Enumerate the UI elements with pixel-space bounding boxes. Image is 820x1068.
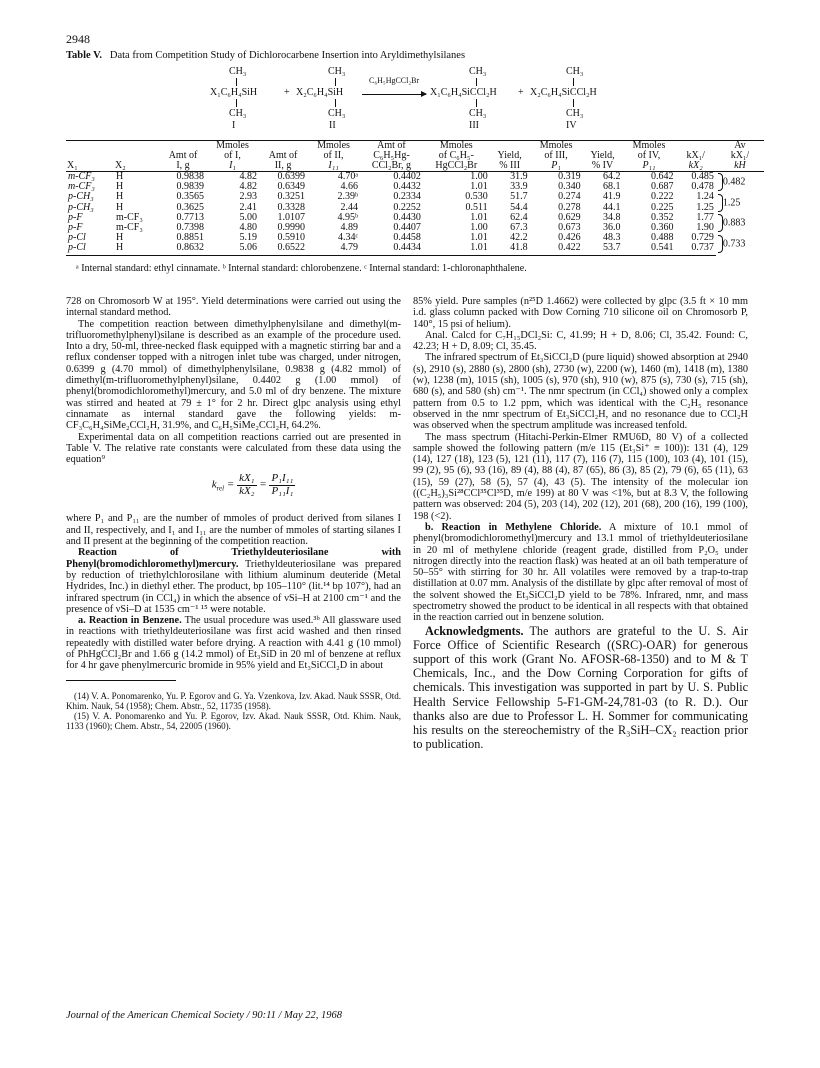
table-cell: 0.319	[558, 171, 581, 182]
table-footnote: ᵃ Internal standard: ethyl cinnamate. ᵇ Internal standard: chlorobenzene. ᶜ Internal standard: 1-chloronaphthalene.	[76, 263, 527, 274]
table-cell: 0.4407	[393, 222, 421, 234]
average-value: 0.883	[722, 217, 746, 229]
table-cell: m-CF₃	[116, 222, 143, 234]
table-cell: 0.2252	[393, 201, 421, 213]
table-cell: 0.530	[465, 191, 488, 203]
table-cell: 0.2334	[393, 191, 421, 203]
acknowledgments	[413, 624, 748, 752]
eq-equals-2: =	[259, 478, 267, 491]
table-cell: 0.7713	[176, 211, 204, 223]
hdr-2-2: Amt of	[168, 150, 198, 161]
average-value: 1.25	[722, 196, 741, 208]
table-cell: 1.25	[696, 201, 714, 213]
table-cell: 48.3	[602, 232, 621, 244]
left-column	[66, 296, 401, 731]
left-p3: Experimental data on all competition reactions carried out are presented in Table V. The relative rate constants were calculated from these data using the equation⁹	[66, 431, 401, 466]
table-row	[66, 243, 764, 255]
table-cell: 0.340	[558, 181, 581, 193]
table-cell: 0.541	[622, 243, 675, 255]
table-cell: H	[114, 243, 160, 255]
header-row-2	[66, 151, 764, 161]
table-cell: 0.278	[558, 201, 581, 213]
table-cell: 2.41	[239, 201, 258, 213]
references	[66, 691, 401, 731]
table-cell: p-Cl	[68, 232, 86, 244]
table-cell: 4.80	[239, 222, 258, 234]
hdr-3-12: kX₂	[676, 161, 716, 172]
table-cell: H	[116, 171, 124, 182]
hdr-1-11: Mmoles	[622, 141, 675, 152]
methyl-bottom-1: CH₃	[229, 108, 247, 119]
hdr-3-5: I₁₁	[307, 161, 360, 172]
reaction-scheme	[66, 62, 766, 140]
table-cell: 4.66	[340, 181, 359, 193]
left-p1: 728 on Chromosorb W at 195°. Yield determinations were carried out using the internal standard method.	[66, 296, 401, 319]
eq-den-2: P₁₁I₁	[271, 484, 294, 497]
left-p5-text: Triethyldeuteriosilane was prepared by reduction of triethylchlorosilane with lithium aluminum deuteride (Metal Hydrides, Inc.) in diethyl ether. The product, bp 105–110° (lit.¹⁴ bp 107°), had an infrared spectrum (in CCl₄) in which the absence of νSi–H at 2100 cm⁻¹ and the presence of νSi–D at 1535 cm⁻¹ ¹⁵ were notable.	[66, 558, 401, 615]
table-cell: H	[116, 232, 124, 244]
table-cell: p-CH₃	[68, 191, 94, 203]
eq-den-1: kX₂	[239, 484, 255, 497]
label-IV: IV	[566, 120, 577, 131]
average-value: 0.482	[722, 176, 746, 188]
hdr-2-9: of III,	[544, 150, 568, 161]
hdr-2-7: of C₆H₅-	[438, 150, 474, 161]
table-cell: 1.01	[470, 211, 488, 223]
table-cell: 44.1	[602, 201, 621, 213]
hdr-3-10: % IV	[583, 161, 623, 172]
table-cell: 68.1	[602, 181, 621, 193]
table-cell: 1.00	[470, 222, 488, 234]
table-cell: 0.8632	[160, 243, 206, 255]
table-cell: 34.8	[602, 211, 621, 223]
table-cell: 0.729	[691, 232, 714, 244]
table-cell: 4.89	[340, 222, 359, 234]
hdr-3-8: % III	[490, 161, 530, 172]
hdr-3-0: X₁	[66, 161, 114, 172]
reactant-1: X₁C₆H₄SiH	[210, 87, 258, 98]
plus-sign-1: +	[284, 87, 290, 98]
table-cell: 1.77	[696, 211, 714, 223]
table-cell: 51.7	[510, 191, 528, 203]
table-cell: 0.3565	[176, 191, 204, 203]
table-cell: 1.00	[470, 171, 488, 182]
table-cell: 0.360	[651, 222, 674, 234]
table-cell: p-F	[68, 222, 83, 234]
table-cell: m-CF₃	[68, 181, 95, 193]
hdr-1-5: Mmoles	[307, 141, 360, 152]
methyl-bottom-4: CH₃	[566, 108, 584, 119]
table-cell: 4.95ᵇ	[337, 211, 359, 223]
hdr-2-12: kX₁/	[686, 150, 705, 161]
right-p4: The mass spectrum (Hitachi-Perkin-Elmer RMU6D, 80 V) of a collected sample showed the following pattern (m/e 115 (Et₃Si⁺ ≡ 100)): 131 (4), 129 (14), 127 (18), 123 (5), 121 (11), 117 (7), 116 (7), 115 (100), 103 (4), 101 (15), 99 (2), 95 (6), 93 (16), 89 (4), 88 (4), 87 (65), 86 (3), 85 (2), 79 (6), 65 (11), 63 (15), 59 (27), 58 (5), 57 (4), 43 (5). The intensity of the molecular ion ((C₂H₅)₃Si²⁸CCl³⁵Cl³⁵D, m/e 199) at 80 V was <1%, but at 8.3 V, the following pattern was observed: 204 (5), 203 (14), 202 (12), 201 (68), 200 (16), 199 (100), 198 (<2).	[413, 431, 748, 522]
average-cell	[716, 213, 764, 233]
ref-14: (14) V. A. Ponomarenko, Yu. P. Egorov and G. Ya. Vzenkova, Izv. Akad. Nauk SSSR, Otd. Khim. Nauk, 54 (1958); Chem. Abstr., 52, 11735 (1958).	[66, 690, 401, 711]
table-cell: 1.01	[470, 181, 488, 193]
hdr-1-6: Amt of	[360, 141, 423, 152]
header-row-3	[66, 161, 764, 172]
table-cell: 1.90	[696, 222, 714, 234]
methyl-bottom-2: CH₃	[328, 108, 346, 119]
table-cell: 2.44	[340, 201, 359, 213]
table-cell: H	[116, 201, 124, 213]
table-cell: 5.19	[239, 232, 258, 244]
hdr-3-3: I₁	[206, 161, 259, 172]
table-cell: 0.7398	[176, 222, 204, 234]
table-cell: 1.01	[470, 232, 488, 244]
reagent-label: C₆H₅HgCCl₂Br	[369, 76, 420, 85]
average-cell	[716, 192, 764, 212]
table-title	[66, 50, 766, 61]
table-cell: 5.06	[206, 243, 259, 255]
table-cell: 0.629	[558, 211, 581, 223]
page-number: 2948	[66, 32, 90, 46]
table-cell: 42.2	[510, 232, 528, 244]
methyl-top-1: CH₃	[229, 66, 247, 77]
hdr-3-1: X₂	[114, 161, 160, 172]
table-cell: 0.642	[651, 171, 674, 182]
eq-lhs: k	[211, 478, 217, 491]
table-cell: 67.3	[510, 222, 528, 234]
left-p4: where P₁ and P₁₁ are the number of mmoles of product derived from silanes I and II, respectively, and I₁ and I₁₁ are the number of mmoles of starting silanes I and II present at the beginning of the competition reaction.	[66, 513, 401, 548]
hdr-3-11: P₁₁	[622, 161, 675, 172]
table-cell: p-CH₃	[68, 201, 94, 213]
table-cell: 5.00	[239, 211, 258, 223]
table-cell: 4.70ᵃ	[337, 171, 359, 182]
table-cell: 4.79	[307, 243, 360, 255]
table-cell: 0.4432	[393, 181, 421, 193]
table-cell: 2.39ᵇ	[337, 191, 359, 203]
table-cell: 0.4434	[360, 243, 423, 255]
table-caption: Data from Competition Study of Dichlorocarbene Insertion into Aryldimethylsilanes	[109, 50, 466, 61]
right-column	[413, 296, 748, 751]
table-cell: p-F	[68, 211, 83, 223]
methyl-top-4: CH₃	[566, 66, 584, 77]
hdr-1-9: Mmoles	[530, 141, 583, 152]
table-cell: m-CF₃	[68, 171, 95, 182]
table-cell: 4.82	[239, 171, 258, 182]
table-cell: 0.485	[691, 171, 714, 182]
table-cell: 36.0	[602, 222, 621, 234]
table-cell: 41.9	[602, 191, 621, 203]
eq-fraction-2	[269, 473, 295, 497]
left-p5	[66, 547, 401, 615]
left-p6-head: a. Reaction in Benzene.	[78, 615, 182, 627]
methyl-top-2: CH₃	[328, 66, 346, 77]
table-cell: 4.34ᶜ	[337, 232, 359, 244]
table-cell: p-Cl	[66, 243, 114, 255]
hdr-3-4: II, g	[259, 161, 307, 172]
table-cell: 0.426	[558, 232, 581, 244]
table-cell: 0.478	[691, 181, 714, 193]
hdr-2-10: Yield,	[590, 150, 615, 161]
ref-15: (15) V. A. Ponomarenko and Yu. P. Egorov, Izv. Akad. Nauk SSSR, Otd. Khim. Nauk, 1133 (1960); Chem. Abstr., 54, 22005 (1960).	[66, 710, 401, 731]
table-cell: 4.82	[239, 181, 258, 193]
hdr-1-7: Mmoles	[423, 141, 490, 152]
table-cell: 0.4458	[393, 232, 421, 244]
table-cell: 1.24	[696, 191, 714, 203]
average-value: 0.733	[722, 238, 746, 250]
right-p5	[413, 522, 748, 624]
table-cell: 31.9	[510, 171, 528, 182]
hdr-2-4: Amt of	[268, 150, 298, 161]
right-p5-head: b. Reaction in Methylene Chloride.	[425, 521, 602, 533]
label-II: II	[329, 120, 336, 131]
table-cell: 64.2	[602, 171, 621, 182]
table-cell: 54.4	[510, 201, 528, 213]
right-p1: 85% yield. Pure samples (n²⁵D 1.4662) were collected by glpc (3.5 ft × 10 mm i.d. glass column packed with Dow Corning 710 silicone oil on Chromosorb P, 140°, 15 psi of helium).	[413, 296, 748, 330]
eq-equals-1: =	[226, 478, 235, 491]
table-cell: 0.6522	[259, 243, 307, 255]
eq-lhs-sub: rel	[216, 484, 225, 493]
table-cell: 0.9838	[176, 171, 204, 182]
table-cell: 0.222	[651, 191, 674, 203]
table-cell: 0.511	[465, 201, 488, 213]
hdr-2-11: of IV,	[637, 150, 661, 161]
table-label: Table V.	[66, 50, 102, 61]
table-cell: 62.4	[510, 211, 528, 223]
footnote-divider	[66, 680, 176, 681]
eq-num-2: P₁I₁₁	[271, 472, 294, 485]
table-cell: 0.737	[676, 243, 716, 255]
left-p2: The competition reaction between dimethylphenylsilane and dimethyl(m-trifluoromethylphenyl)silane is described as an example of the procedure used. Into a dry, 50-ml, three-necked flask equipped with a magnetic stirring bar and a reflux condenser topped with a nitrogen inlet tube was charged, under nitrogen, 0.6399 g (4.70 mmol) of dimethylphenylsilane, 0.9838 g (4.82 mmol) of dimethyl(m-trifluoromethylphenyl)silane, 0.4402 g (1.00 mmol) of phenyl(bromodichloromethyl)mercury, and 5.0 ml of dry benzene. The mixture was stirred and heated at 79 ± 1° for 2 hr. Direct glpc analysis using ethyl cinnamate as internal standard gave the following yields: m-CF₃C₆H₄SiMe₂CCl₂H, 31.9%, and C₆H₅SiMe₂CCl₂H, 64.2%.	[66, 318, 401, 432]
table-cell: 0.225	[651, 201, 674, 213]
hdr-3-9: P₁	[530, 161, 583, 172]
label-III: III	[469, 120, 479, 131]
table-cell: 33.9	[510, 181, 528, 193]
left-p5-head: Reaction of Triethyldeuteriosilane with Phenyl(bromodichloromethyl)mercury.	[66, 547, 401, 570]
table-cell: 0.3251	[277, 191, 306, 203]
table-cell: 0.3328	[277, 201, 306, 213]
methyl-top-3: CH₃	[469, 66, 487, 77]
right-p5-text: A mixture of 10.1 mmol of phenyl(bromodichloromethyl)mercury and 13.1 mmol of triethyldeuteriosilane in 20 ml of methylene chloride (reagent grade, distilled from P₂O₅ under nitrogen directly into the reaction flask) was heated at an oil bath temperature of 50–55° with stirring for 30 hr. All volatiles were removed by a trap-to-trap distillation at 0.07 mm. Analysis of the distillate by glpc after removal of most of the solvent showed the Et₃SiCCl₂D yield to be 78%. Infrared, nmr, and mass spectrometry showed the product to be identical in all respects with that obtained in the reaction carried out in benzene solution.	[413, 521, 748, 624]
eq-num-1: kX₁	[239, 472, 255, 485]
hdr-1-13: Av	[716, 141, 764, 152]
hdr-3-6: CCl₂Br, g	[360, 161, 423, 172]
ack-head: Acknowledgments.	[425, 623, 524, 638]
hdr-3-13: kH	[716, 161, 764, 172]
product-2: X₂C₆H₄SiCCl₂H	[530, 87, 597, 98]
table-cell: 1.01	[423, 243, 490, 255]
left-p6-text: The usual procedure was used.³ᵇ All glassware used in reactions with triethyldeuteriosilane was first acid washed and then rinsed repeatedly with distilled water before drying. A reaction with 4.41 g (10 mmol) of PhHgCCl₂Br and 1.66 g (14.2 mmol) of Et₃SiD in 20 ml of benzene at reflux for 4 hr gave phenylmercuric bromide in 95% yield and Et₃SiCCl₂D in about	[66, 615, 401, 672]
table-cell: 0.352	[651, 211, 674, 223]
methyl-bottom-3: CH₃	[469, 108, 487, 119]
table-cell: 0.673	[558, 222, 581, 234]
table-cell: H	[116, 181, 124, 193]
hdr-2-8: Yield,	[497, 150, 522, 161]
table-cell: 0.9839	[176, 181, 204, 193]
left-p6	[66, 615, 401, 671]
right-p3: The infrared spectrum of Et₃SiCCl₂D (pure liquid) showed absorption at 2940 (s), 2910 (s), 2880 (s), 2800 (sh), 2730 (w), 2200 (w), 1460 (m), 1418 (m), 1380 (w), 1238 (m), 1015 (sh), 1005 (s), 970 (sh), 910 (w), 875 (s), 730 (s), 715 (sh), 680 (s), and 580 (sh) cm⁻¹. The nmr spectrum (in CCl₄) showed only a complex pattern from 0.5 to 1.2 ppm, which was identical with the C₂H₅ resonance observed in the nmr spectrum of Et₃SiCCl₂H, and no resonance due to CCl₂H was observed when the spectrum amplitude was increased tenfold.	[413, 352, 748, 432]
ack-text: The authors are grateful to the U. S. Air Force Office of Scientific Research ((SRC)-OAR) for generous support of this work (Grant No. AFOSR-68-1350) and to M & T Chemicals, Inc., and the Dow Corning Corporation for gifts of chemicals. This investigation was supported in part by U. S. Public Health Service Fellowship 5-F1-GM-24,781-03 (to R. D.). Our thanks also are due to Professor L. H. Sommer for communicating his results on the stereochemistry of the R₃SiH–CX₂ reaction prior to publication.	[413, 623, 749, 752]
hdr-3-7: HgCCl₂Br	[423, 161, 490, 172]
reactant-2: X₂C₆H₄SiH	[296, 87, 344, 98]
table-cell: 0.488	[651, 232, 674, 244]
hdr-1-3: Mmoles	[206, 141, 259, 152]
hdr-2-13: kX₁/	[730, 150, 750, 161]
product-1: X₁C₆H₄SiCCl₂H	[430, 87, 497, 98]
table-cell: m-CF₃	[116, 211, 143, 223]
average-cell	[716, 233, 764, 255]
hdr-2-5: of II,	[323, 150, 344, 161]
table-cell: 0.274	[558, 191, 581, 203]
eq-fraction-1	[237, 473, 256, 497]
table-cell: 0.687	[651, 181, 674, 193]
average-cell	[716, 172, 764, 193]
hdr-3-2: I, g	[160, 161, 206, 172]
hdr-2-6: C₆H₅Hg-	[373, 150, 410, 161]
table-cell: 0.422	[530, 243, 583, 255]
table-cell: 0.4402	[393, 171, 421, 182]
hdr-2-3: of I,	[224, 150, 241, 161]
table-cell: 0.6349	[277, 181, 306, 193]
right-p2: Anal. Calcd for C₇H₁₅DCl₂Si: C, 41.99; H + D, 8.06; Cl, 35.42. Found: C, 42.23; H + D, 8.09; Cl, 35.45.	[413, 329, 748, 353]
rate-equation	[106, 473, 401, 505]
competition-data-table	[66, 140, 764, 256]
table-cell: 0.6399	[277, 171, 306, 182]
table-cell: 0.3625	[176, 201, 204, 213]
table-cell: 0.5910	[277, 232, 306, 244]
table-cell: 0.4430	[393, 211, 421, 223]
table-cell: 41.8	[490, 243, 530, 255]
journal-footer: Journal of the American Chemical Society / 90:11 / May 22, 1968	[66, 1010, 343, 1021]
table-cell: 0.8851	[176, 232, 204, 244]
table-cell: H	[116, 191, 124, 203]
table-cell: 1.0107	[277, 211, 306, 223]
table-cell: 53.7	[583, 243, 623, 255]
table-cell: 2.93	[239, 191, 258, 203]
label-I: I	[232, 120, 236, 131]
table-cell: 0.9990	[277, 222, 306, 234]
plus-sign-2: +	[518, 87, 524, 98]
